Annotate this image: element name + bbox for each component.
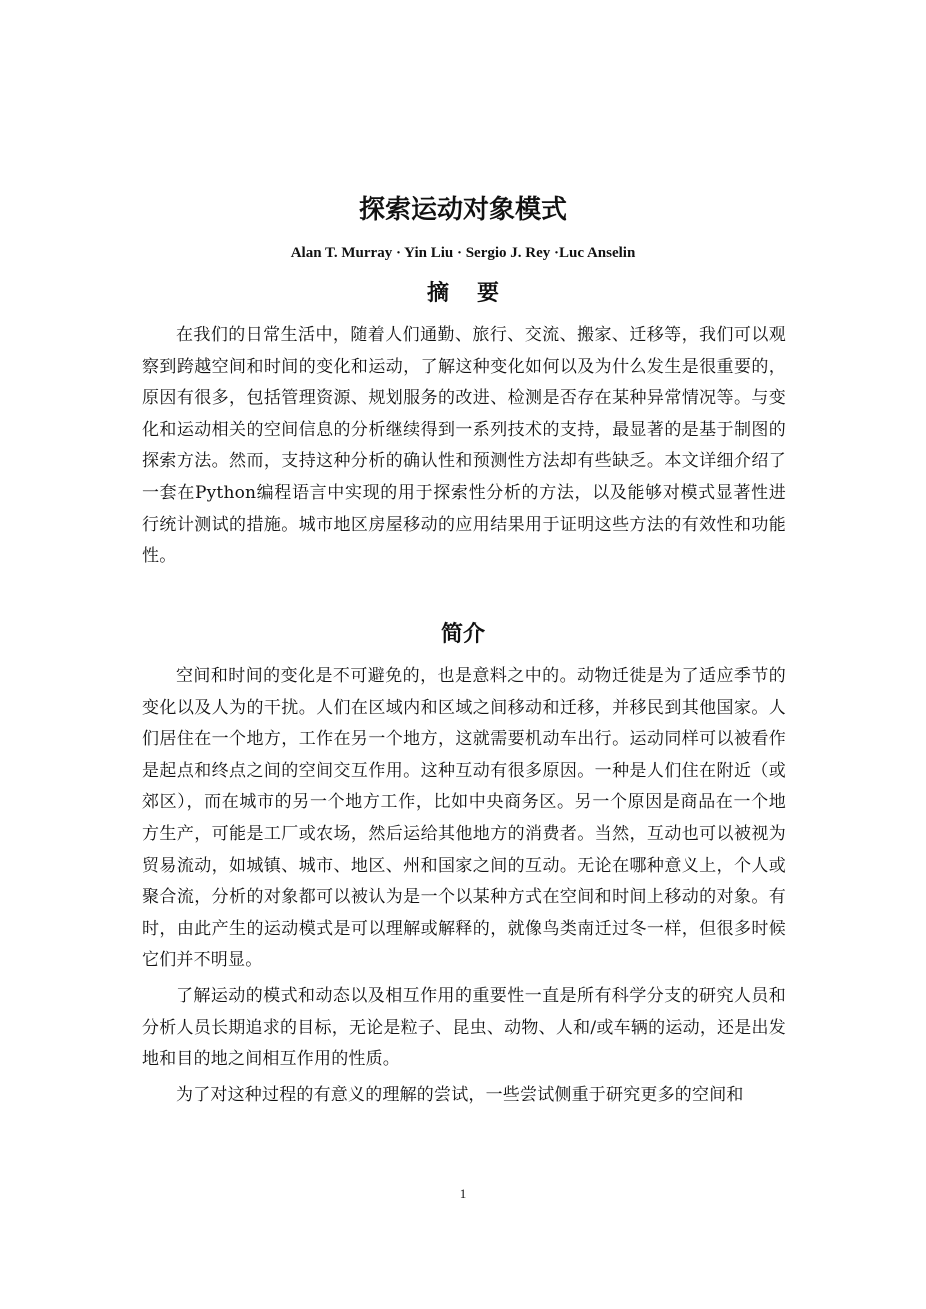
introduction-heading: 简介 — [440, 622, 485, 647]
abstract-body — [142, 320, 786, 573]
paper-title: 探索运动对象模式 — [358, 195, 567, 225]
abstract-heading: 摘要 — [426, 281, 527, 306]
author-list: Alan T. Murray · Yin Liu · Sergio J. Rey ·Luc Anselin — [290, 245, 636, 261]
introduction-paragraph-1: 空间和时间的变化是不可避免的，也是意料之中的。动物迁徙是为了适应季节的变化以及人为的干扰。人们在区域内和区域之间移动和迁移，并移民到其他国家。人们居住在一个地方，工作在另一个地方，这就需要机动车出行。运动同样可以被看作是起点和终点之间的空间交互作用。这种互动有很多原因。一种是人们住在附近（或郊区），而在城市的另一个地方工作，比如中央商务区。另一个原因是商品在一个地方生产，可能是工厂或农场，然后运给其他地方的消费者。当然，互动也可以被视为贸易流动，如城镇、城市、地区、州和国家之间的互动。无论在哪种意义上，个人或聚合流，分析的对象都可以被认为是一个以某种方式在空间和时间上移动的对象。有时，由此产生的运动模式是可以理解或解释的，就像鸟类南迁过冬一样，但很多时候它们并不明显。 — [142, 666, 786, 971]
introduction-paragraph-2: 了解运动的模式和动态以及相互作用的重要性一直是所有科学分支的研究人员和分析人员长期追求的目标，无论是粒子、昆虫、动物、人和/或车辆的运动，还是出发地和目的地之间相互作用的性质。 — [142, 985, 786, 1070]
introduction-paragraph-3: 为了对这种过程的有意义的理解的尝试，一些尝试侧重于研究更多的空间和 — [176, 1084, 744, 1105]
introduction-body — [142, 661, 786, 1111]
page-number: 1 — [459, 1186, 467, 1201]
abstract-paragraph: 在我们的日常生活中，随着人们通勤、旅行、交流、搬家、迁移等，我们可以观察到跨越空间和时间的变化和运动，了解这种变化如何以及为什么发生是很重要的，原因有很多，包括管理资源、规划服务的改进、检测是否存在某种异常情况等。与变化和运动相关的空间信息的分析继续得到一系列技术的支持，最显著的是基于制图的探索方法。然而，支持这种分析的确认性和预测性方法却有些缺乏。本文详细介绍了一套在Python编程语言中实现的用于探索性分析的方法，以及能够对模式显著性进行统计测试的措施。城市地区房屋移动的应用结果用于证明这些方法的有效性和功能性。 — [142, 325, 786, 567]
